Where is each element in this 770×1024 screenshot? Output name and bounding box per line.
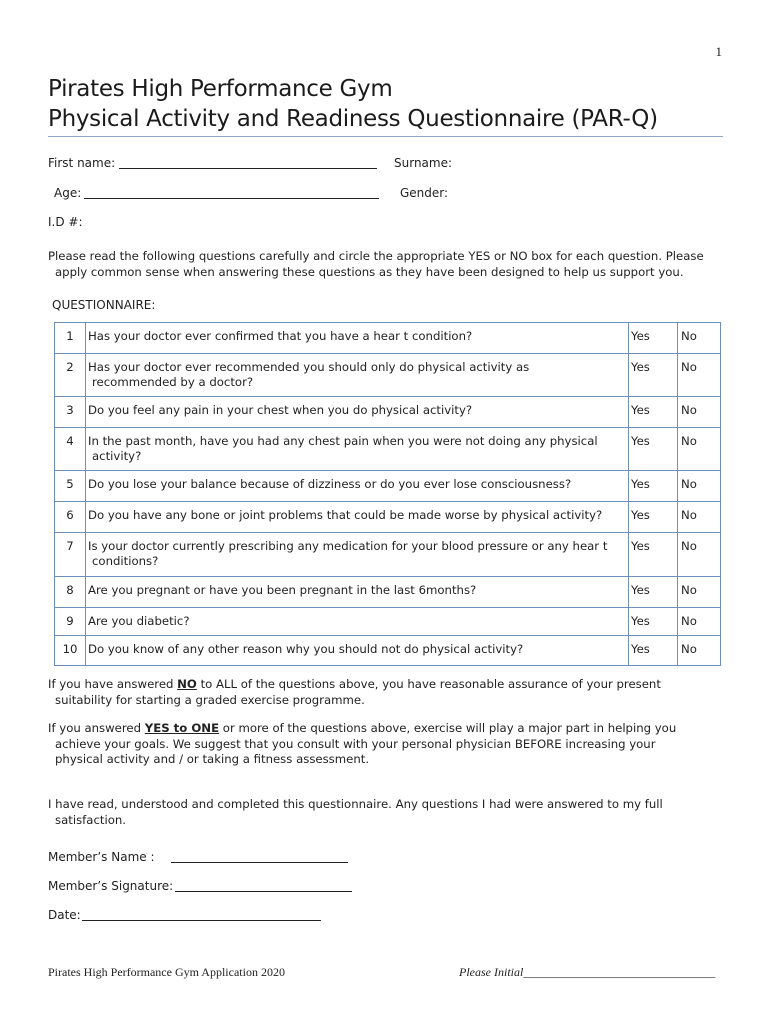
question-number: 3 bbox=[55, 397, 86, 428]
first-name-label: First name: bbox=[48, 156, 116, 170]
question-row bbox=[55, 428, 721, 471]
title-divider bbox=[48, 136, 723, 137]
answer-yes[interactable]: Yes bbox=[629, 636, 678, 666]
answer-no[interactable]: No bbox=[678, 608, 721, 636]
id-label: I.D #: bbox=[48, 215, 83, 229]
page-number: 1 bbox=[715, 44, 722, 59]
answer-no[interactable]: No bbox=[678, 577, 721, 608]
gym-name: Pirates High Performance Gym bbox=[48, 76, 393, 102]
member-signature-field[interactable] bbox=[175, 891, 352, 892]
answer-no[interactable]: No bbox=[678, 533, 721, 577]
footer-left: Pirates High Performance Gym Application 2020 bbox=[48, 965, 285, 979]
question-number: 9 bbox=[55, 608, 86, 636]
question-number: 2 bbox=[55, 354, 86, 397]
question-number: 5 bbox=[55, 471, 86, 502]
answer-yes[interactable]: Yes bbox=[629, 577, 678, 608]
date-label: Date: bbox=[48, 908, 81, 922]
form-title: Physical Activity and Readiness Questionnaire (PAR-Q) bbox=[48, 106, 658, 132]
question-number: 7 bbox=[55, 533, 86, 577]
page-title bbox=[48, 74, 658, 134]
question-text: In the past month, have you had any chest pain when you were not doing any physical activity? bbox=[86, 428, 629, 471]
answer-yes[interactable]: Yes bbox=[629, 354, 678, 397]
answer-no[interactable]: No bbox=[678, 428, 721, 471]
answer-no[interactable]: No bbox=[678, 397, 721, 428]
question-number: 1 bbox=[55, 323, 86, 354]
first-name-field[interactable] bbox=[119, 168, 377, 169]
question-text: Are you pregnant or have you been pregnant in the last 6months? bbox=[86, 577, 629, 608]
question-text: Do you feel any pain in your chest when you do physical activity? bbox=[86, 397, 629, 428]
questionnaire-heading: QUESTIONNAIRE: bbox=[52, 298, 156, 312]
intro-line-2: apply common sense when answering these questions as they have been designed to help us support you. bbox=[55, 264, 684, 279]
question-text: Do you lose your balance because of dizziness or do you ever lose consciousness? bbox=[86, 471, 629, 502]
age-field[interactable] bbox=[84, 198, 379, 199]
question-row bbox=[55, 354, 721, 397]
answer-no[interactable]: No bbox=[678, 354, 721, 397]
question-text: Is your doctor currently prescribing any medication for your blood pressure or any hear t conditions? bbox=[86, 533, 629, 577]
answer-yes[interactable]: Yes bbox=[629, 502, 678, 533]
date-field[interactable] bbox=[82, 920, 321, 921]
member-name-field[interactable] bbox=[171, 862, 348, 863]
gender-label: Gender: bbox=[400, 186, 449, 200]
question-text: Has your doctor ever confirmed that you have a hear t condition? bbox=[86, 323, 629, 354]
question-text: Are you diabetic? bbox=[86, 608, 629, 636]
declaration-paragraph: I have read, understood and completed this questionnaire. Any questions I had were answered to my full satisfaction. bbox=[48, 797, 663, 827]
age-label: Age: bbox=[54, 186, 82, 200]
surname-label: Surname: bbox=[394, 156, 453, 170]
answer-yes[interactable]: Yes bbox=[629, 428, 678, 471]
question-number: 6 bbox=[55, 502, 86, 533]
member-signature-label: Member’s Signature: bbox=[48, 879, 174, 893]
question-row bbox=[55, 502, 721, 533]
answer-no[interactable]: No bbox=[678, 471, 721, 502]
answer-yes[interactable]: Yes bbox=[629, 323, 678, 354]
question-text: Do you know of any other reason why you should not do physical activity? bbox=[86, 636, 629, 666]
answer-yes[interactable]: Yes bbox=[629, 608, 678, 636]
question-row bbox=[55, 323, 721, 354]
no-emphasis: NO bbox=[177, 677, 197, 691]
intro-paragraph bbox=[48, 249, 728, 280]
yes-emphasis: YES to ONE bbox=[144, 721, 220, 735]
question-row bbox=[55, 397, 721, 428]
question-row bbox=[55, 636, 721, 666]
answer-no-paragraph: If you have answered NO to ALL of the questions above, you have reasonable assurance of your present suitability for starting a graded exercise programme. bbox=[48, 677, 661, 707]
question-number: 4 bbox=[55, 428, 86, 471]
footer-initial[interactable]: Please Initial________________________________ bbox=[459, 965, 716, 979]
answer-no[interactable]: No bbox=[678, 636, 721, 666]
question-row bbox=[55, 608, 721, 636]
answer-yes[interactable]: Yes bbox=[629, 471, 678, 502]
question-text: Do you have any bone or joint problems that could be made worse by physical activity? bbox=[86, 502, 629, 533]
answer-no[interactable]: No bbox=[678, 323, 721, 354]
question-row bbox=[55, 577, 721, 608]
answer-no[interactable]: No bbox=[678, 502, 721, 533]
intro-line-1: Please read the following questions carefully and circle the appropriate YES or NO box for each question. Please bbox=[48, 249, 704, 263]
answer-yes[interactable]: Yes bbox=[629, 397, 678, 428]
member-name-label: Member’s Name : bbox=[48, 850, 155, 864]
questionnaire-table bbox=[54, 322, 721, 666]
answer-yes-paragraph: If you answered YES to ONE or more of the questions above, exercise will play a major part in helping you achieve your goals. We suggest that you consult with your personal physician BEFORE increasing your physical activity and / or taking a fitness assessment. bbox=[48, 721, 677, 766]
question-text: Has your doctor ever recommended you should only do physical activity as recommended by a doctor? bbox=[86, 354, 629, 397]
question-number: 10 bbox=[55, 636, 86, 666]
question-number: 8 bbox=[55, 577, 86, 608]
answer-yes[interactable]: Yes bbox=[629, 533, 678, 577]
question-row bbox=[55, 471, 721, 502]
question-row bbox=[55, 533, 721, 577]
